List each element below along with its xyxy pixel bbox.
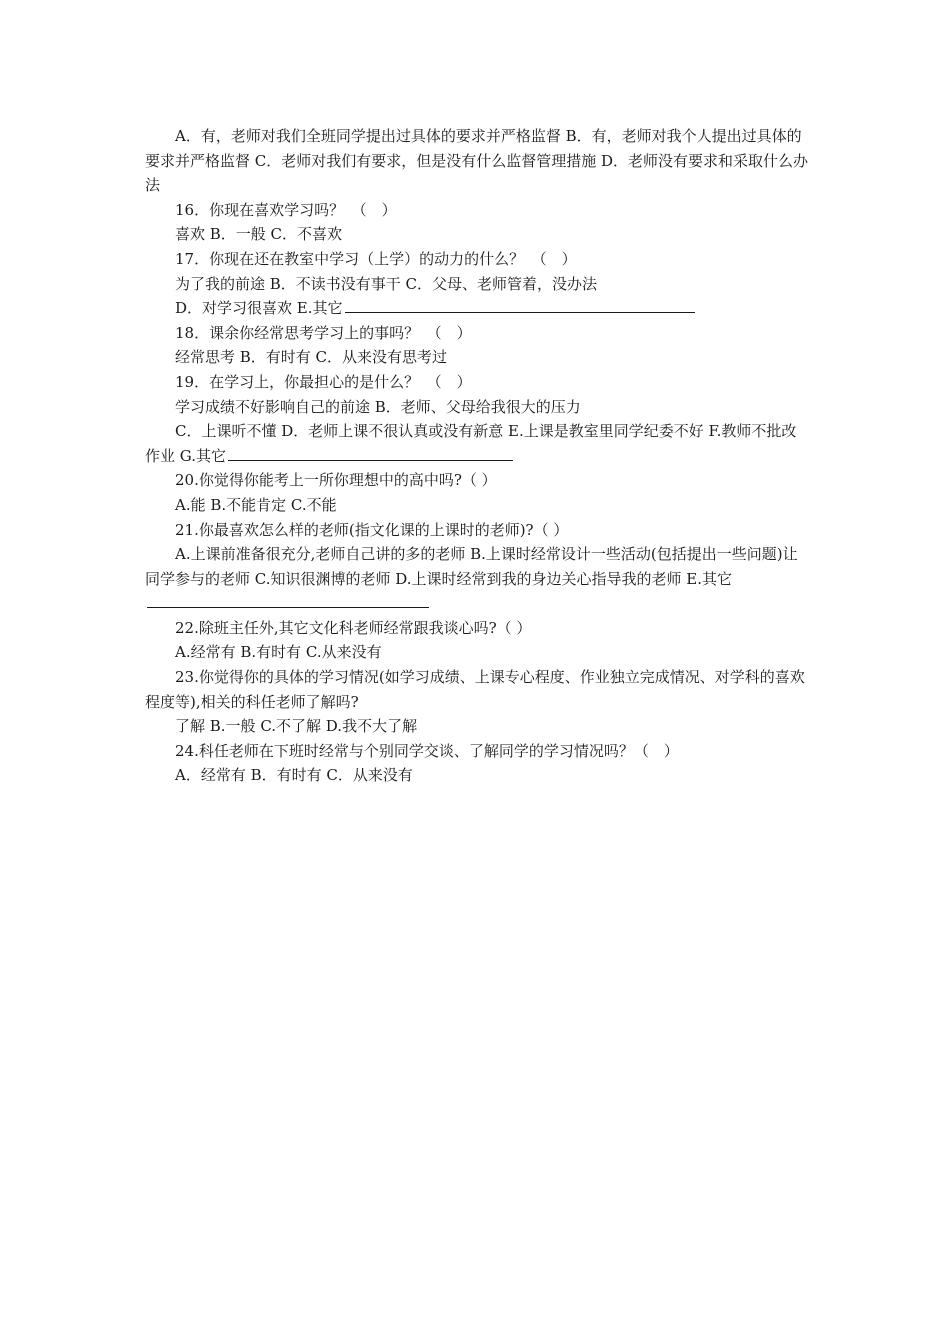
q17-fill-blank[interactable]: [345, 296, 695, 313]
q19-fill-blank[interactable]: [228, 444, 513, 461]
q17-options-2-text: D．对学习很喜欢 E.其它: [175, 299, 343, 318]
q16-question: 16．你现在喜欢学习吗？ （ ）: [175, 200, 397, 219]
q20-options: A.能 B.不能肯定 C.不能: [175, 495, 337, 514]
q19-question: 19．在学习上，你最担心的是什么？ （ ）: [175, 372, 472, 391]
q17-question: 17．你现在还在教室中学习（上学）的动力的什么？ （ ）: [175, 249, 577, 268]
q21-question: 21.你最喜欢怎么样的老师(指文化课的上课时的老师)?（ ）: [175, 520, 569, 539]
q21-fill-blank[interactable]: [147, 591, 429, 608]
q18-question: 18．课余你经常思考学习上的事吗？ （ ）: [175, 323, 472, 342]
q17-options-1: 为了我的前途 B．不读书没有事干 C．父母、老师管着，没办法: [175, 274, 598, 293]
q16-options: 喜欢 B．一般 C．不喜欢: [175, 225, 343, 244]
q21-options: [145, 542, 809, 616]
q22-question: 22.除班主任外,其它文化科老师经常跟我谈心吗?（ ）: [175, 618, 532, 637]
q22-options: A.经常有 B.有时有 C.从来没有: [175, 643, 382, 662]
document-page: [145, 124, 809, 788]
q19-options-1: 学习成绩不好影响自己的前途 B．老师、父母给我很大的压力: [175, 397, 581, 416]
q21-options-text: A.上课前准备很充分,老师自己讲的多的老师 B.上课时经常设计一些活动(包括提出一些问题)让同学参与的老师 C.知识很渊博的老师 D.上课时经常到我的身边关心指导我的老师 E.其它: [145, 545, 798, 588]
q23-question: 23.你觉得你的具体的学习情况(如学习成绩、上课专心程度、作业独立完成情况、对学科的喜欢程度等),相关的科任老师了解吗?: [145, 668, 805, 711]
q20-question: 20.你觉得你能考上一所你理想中的高中吗?（ ）: [175, 471, 497, 490]
q23-options: 了解 B.一般 C.不了解 D.我不大了解: [175, 717, 418, 736]
q18-options: 经常思考 B．有时有 C．从来没有思考过: [175, 348, 448, 367]
q24-question: 24.科任老师在下班时经常与个别同学交谈、了解同学的学习情况吗？（ ）: [175, 741, 679, 760]
q15-options: A．有，老师对我们全班同学提出过具体的要求并严格监督 B．有，老师对我个人提出过具体的要求并严格监督 C．老师对我们有要求，但是没有什么监督管理措施 D．老师没有要求和采取什么办法: [145, 127, 809, 195]
q19-options-2-text: C．上课听不懂 D．老师上课不很认真或没有新意 E.上课是教室里同学纪委不好 F.教师不批改作业 G.其它: [145, 422, 797, 465]
q19-options-2: [145, 419, 809, 468]
q24-options: A．经常有 B．有时有 C．从来没有: [175, 766, 413, 785]
q17-options-2: [145, 296, 809, 321]
